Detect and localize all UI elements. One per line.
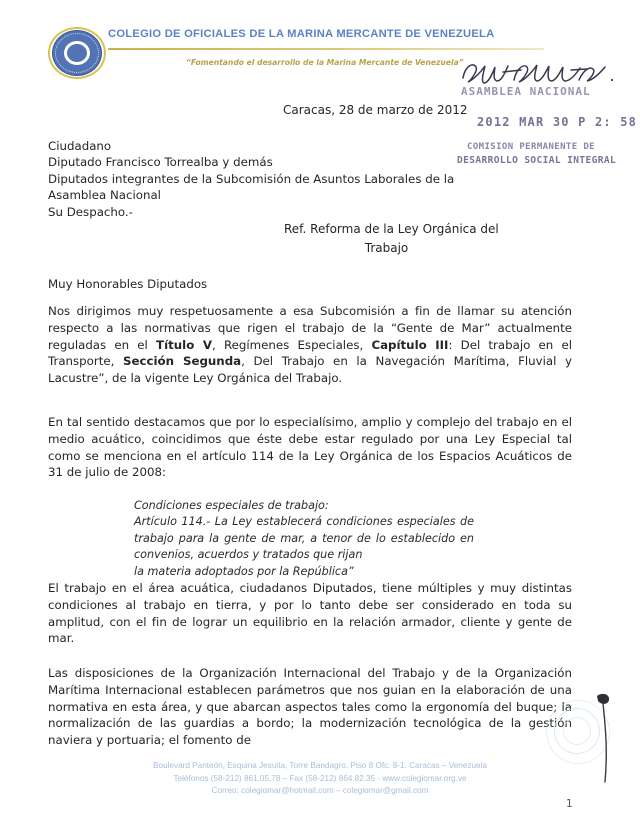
paragraph-1-part-3: : Del trabajo en el Transporte,: [48, 337, 573, 369]
stamp-institution-text: ASAMBLEA NACIONAL: [461, 85, 591, 98]
addressee-line: Su Despacho.-: [48, 204, 133, 219]
paragraph-1-part-4: , Del Trabajo en la Navegación Marítima, Fluvial y Lacustre”, de la vigente Ley Orgánica del Trabajo.: [48, 354, 572, 386]
quote-body: Artículo 114.- La Ley establecerá condiciones especiales de trabajo para la gente de mar, a tenor de lo establecido en convenios, acuerdos y tratados que rijan: [134, 515, 474, 562]
quote-heading: Condiciones especiales de trabajo:: [134, 499, 329, 512]
footer-contact-block: [0, 760, 640, 798]
legal-quote-block: [134, 498, 474, 580]
addressee-line: Asamblea Nacional: [48, 188, 161, 203]
stamp-commission-line-2: DESARROLLO SOCIAL INTEGRAL: [457, 155, 617, 166]
paragraph-1-bold-titulo: Título V: [156, 337, 213, 352]
letter-date: Caracas, 28 de marzo de 2012: [283, 103, 468, 117]
stamp-commission-line-1: COMISION PERMANENTE DE: [467, 142, 596, 152]
letterhead-divider: [108, 48, 544, 50]
footer-address: Boulevard Panteón, Esquina Jesuita, Torre Bandagro. Piso 8 Ofc. 8-1. Caracas – Venezuela: [153, 761, 487, 770]
reception-stamp: [455, 58, 640, 183]
addressee-line: Diputados integrantes de la Subcomisión de Asuntos Laborales de la: [48, 171, 455, 186]
seal-inner-ring: [64, 41, 90, 65]
salutation: Muy Honorables Diputados: [48, 277, 208, 291]
paragraph-1-part-2: , Regímenes Especiales,: [212, 337, 372, 352]
quote-last-line: la materia adoptados por la República”: [134, 564, 354, 578]
reference-line-1: Ref. Reforma de la Ley Orgánica del: [284, 222, 499, 236]
paragraph-4: Las disposiciones de la Organización Internacional del Trabajo y de la Organización Marítima Internacional establecen parámetros que nos guian en la elaboración de una normativa en esta área, y que abarcan aspectos tales como la ergonomía del buque; la normalización de las guardias a bordo; la modernización tecnológica de la gestión naviera y portuaria; el fomento de: [48, 666, 572, 748]
paragraph-1-bold-seccion: Sección Segunda: [122, 354, 242, 369]
page-number: 1: [566, 798, 573, 810]
paragraph-1-bold-capitulo: Capítulo III: [371, 337, 449, 352]
footer-email: Correo: colegiomar@hotmail.com – colegiomar@gmail.com: [211, 786, 429, 796]
addressee-block: [48, 138, 478, 220]
reference-block: [284, 220, 568, 258]
paragraph-3: El trabajo en el área acuática, ciudadanos Diputados, tiene múltiples y muy distintas condiciones al trabajo en tierra, y por lo tanto debe ser considerado en toda su amplitud, con el fin de lograr un equilibrio en la relación armador, cliente y gente de mar.: [48, 581, 572, 646]
reference-line-2: Trabajo: [364, 241, 409, 255]
colegio-seal-logo-icon: [48, 27, 106, 79]
footer-phones: Teléfonos (58-212) 861.05.78 – Fax (58-212) 864.82.35 - www.colegiomar.org.ve: [173, 773, 467, 783]
stamp-datetime-text: 2012 MAR 30 P 2: 58: [477, 115, 638, 129]
organization-tagline: “Fomentando el desarrollo de la Marina Mercante de Venezuela”: [186, 58, 464, 67]
paragraph-1-part-1: Nos dirigimos muy respetuosamente a esa Subcomisión a fin de llamar su atención respecto a las normativas que rigen el trabajo de la “Gente de Mar” actualmente reguladas en el: [48, 304, 572, 352]
paragraph-1: [48, 303, 572, 387]
paragraph-2: En tal sentido destacamos que por lo especialísimo, amplio y complejo del trabajo en el medio acuático, coincidimos que éste debe estar regulado por una Ley Especial tal como se menciona en el artículo 114 de la Ley Orgánica de los Espacios Acuáticos de 31 de julio de 2008:: [48, 415, 572, 480]
organization-title: COLEGIO DE OFICIALES DE LA MARINA MERCANTE DE VENEZUELA: [108, 28, 495, 40]
addressee-line: Ciudadano: [48, 139, 112, 153]
addressee-line: Diputado Francisco Torrealba y demás: [48, 155, 273, 170]
